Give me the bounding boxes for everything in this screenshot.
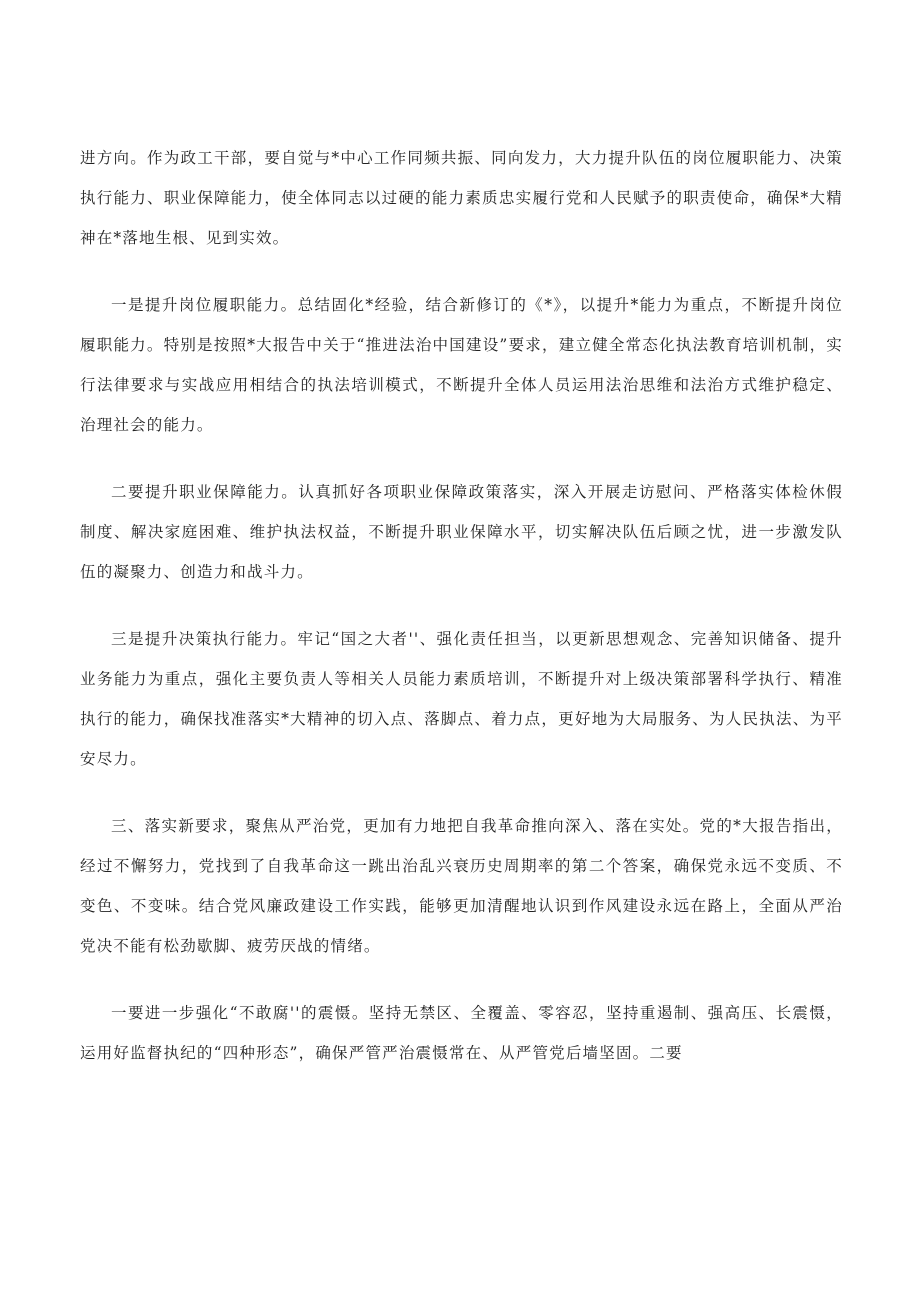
document-body (80, 138, 843, 1100)
paragraph-decision-execution: 三是提升决策执行能力。牢记“国之大者''、强化责任担当，以更新思想观念、完善知识储备、提升业务能力为重点，强化主要负责人等相关人员能力素质培训，不断提升对上级决策部署科学执行、精准执行的能力，确保找准落实*大精神的切入点、落脚点、着力点，更好地为大局服务、为人民执法、为平安尽力。 (80, 630, 843, 768)
paragraph-career-security: 二要提升职业保障能力。认真抓好各项职业保障政策落实，深入开展走访慰问、严格落实体检休假制度、解决家庭困难、维护执法权益，不断提升职业保障水平，切实解决队伍后顾之忧，进一步激发队伍的凝聚力、创造力和战斗力。 (80, 483, 843, 581)
paragraph-strict-governance: 三、落实新要求，聚焦从严治党，更加有力地把自我革命推向深入、落在实处。党的*大报告指出，经过不懈努力，党找到了自我革命这一跳出治乱兴衰历史周期率的第二个答案，确保党永远不变质、不变色、不变味。结合党风廉政建设工作实践，能够更加清醒地认识到作风建设永远在路上，全面从严治党决不能有松劲歇脚、疲劳厌战的情绪。 (80, 817, 843, 955)
paragraph-job-performance: 一是提升岗位履职能力。总结固化*经验，结合新修订的《*》，以提升*能力为重点，不断提升岗位履职能力。特别是按照*大报告中关于“推进法治中国建设”要求，建立健全常态化执法教育培训机制，实行法律要求与实战应用相结合的执法培训模式，不断提升全体人员运用法治思维和法治方式维护稳定、治理社会的能力。 (80, 296, 843, 434)
paragraph-intro-continuation: 进方向。作为政工干部，要自觉与*中心工作同频共振、同向发力，大力提升队伍的岗位履职能力、决策执行能力、职业保障能力，使全体同志以过硬的能力素质忠实履行党和人民赋予的职责使命，确保*大精神在*落地生根、见到实效。 (80, 149, 843, 247)
paragraph-deterrence: 一要进一步强化“不敢腐''的震慑。坚持无禁区、全覆盖、零容忍，坚持重遏制、强高压、长震慑，运用好监督执纪的“四种形态”，确保严管严治震慑常在、从严管党后墙坚固。二要 (80, 1004, 843, 1062)
